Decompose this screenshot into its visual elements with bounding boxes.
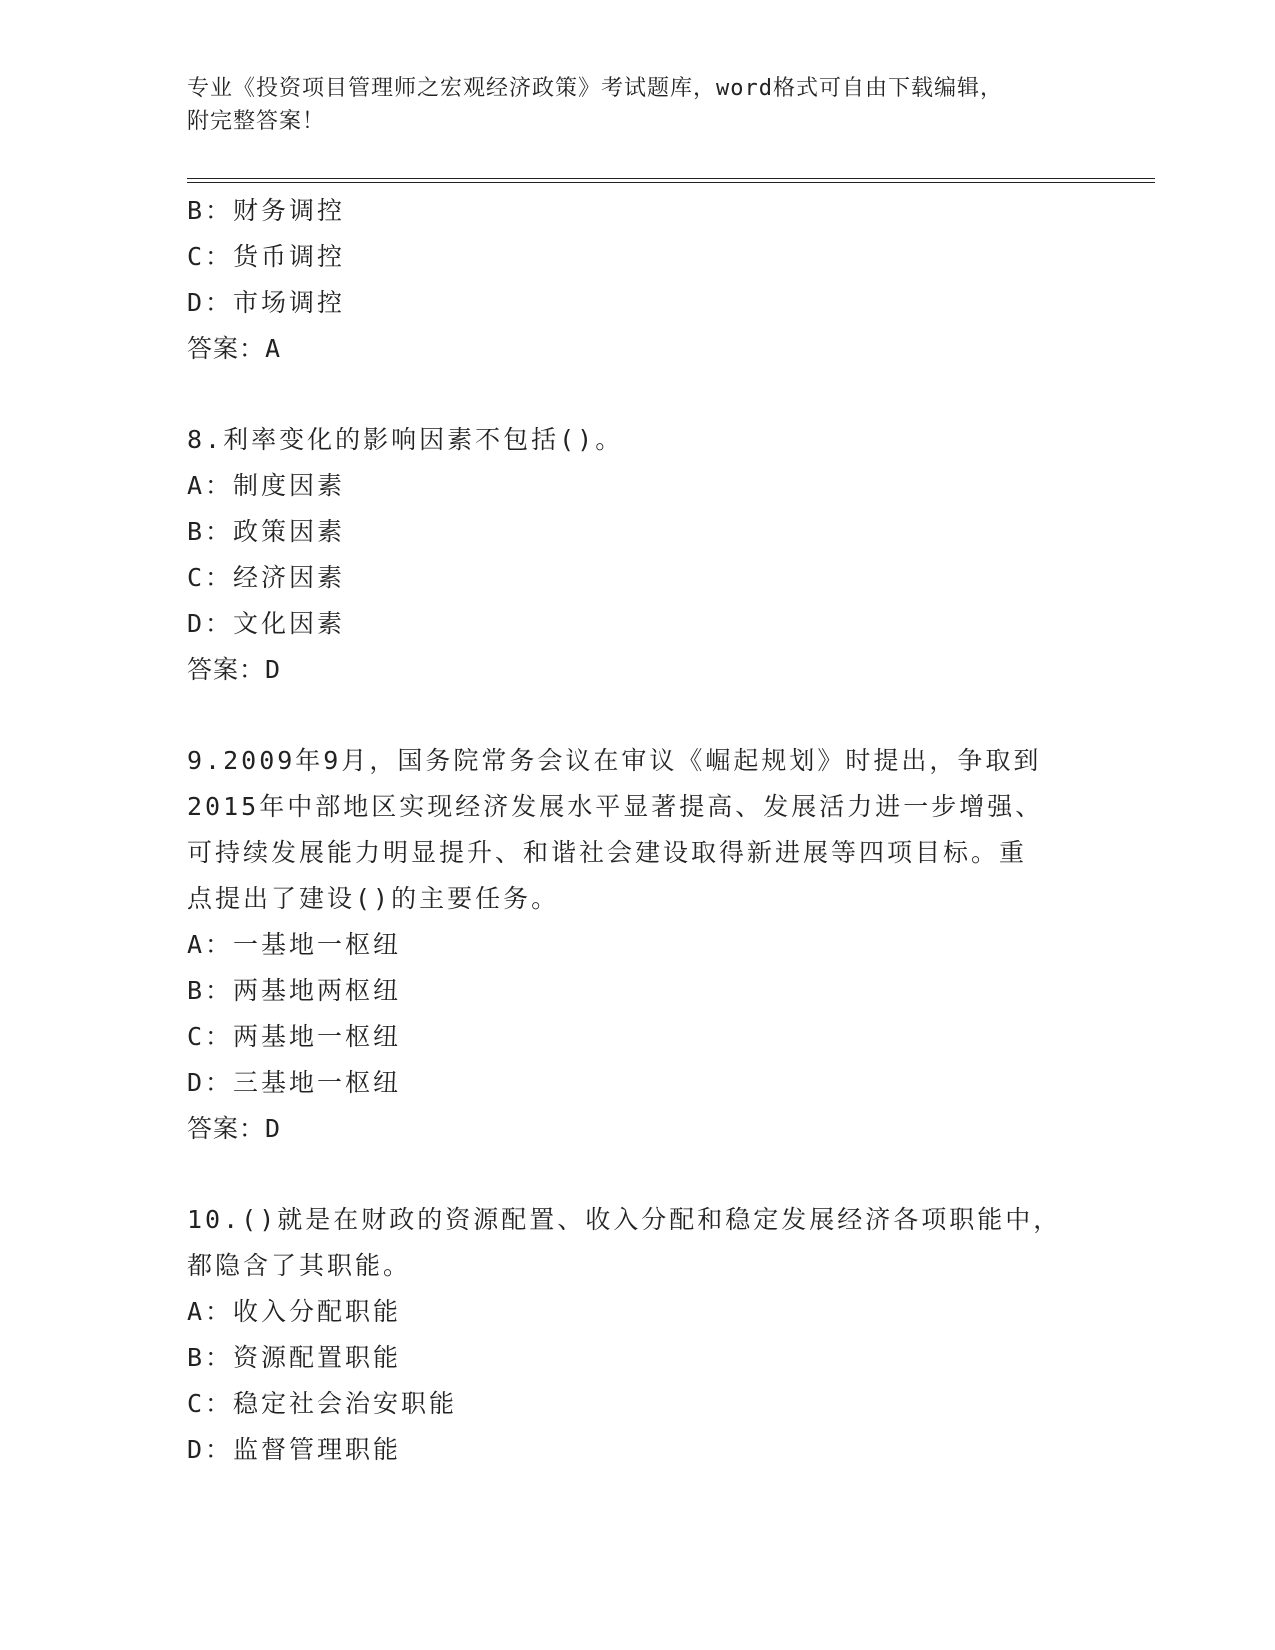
question-text-line-4: 点提出了建设()的主要任务。	[187, 884, 560, 913]
spacer	[187, 693, 1087, 738]
question-list	[187, 188, 1087, 1473]
header-divider-top	[187, 178, 1155, 179]
option-b: B：政策因素	[187, 517, 346, 546]
document-header	[187, 72, 1067, 138]
header-line-1: 专业《投资项目管理师之宏观经济政策》考试题库，word格式可自由下载编辑，	[187, 76, 1003, 101]
header-line-2: 附完整答案！	[187, 109, 326, 134]
question-text: 8.利率变化的影响因素不包括()。	[187, 425, 624, 454]
question-text-line-2: 都隐含了其职能。	[187, 1251, 412, 1280]
spacer	[187, 372, 1087, 417]
answer-line: 答案：A	[187, 334, 282, 363]
option-b: B：财务调控	[187, 196, 346, 225]
option-c: C：稳定社会治安职能	[187, 1389, 458, 1418]
option-a: A：制度因素	[187, 471, 346, 500]
spacer	[187, 1152, 1087, 1197]
option-d: D：文化因素	[187, 609, 346, 638]
header-divider-bottom	[187, 182, 1155, 183]
answer-line: 答案：D	[187, 1114, 282, 1143]
question-7-block	[187, 188, 1087, 372]
question-text-line-1: 10.()就是在财政的资源配置、收入分配和稳定发展经济各项职能中，	[187, 1205, 1062, 1234]
question-10-block	[187, 1197, 1087, 1473]
option-c: C：两基地一枢纽	[187, 1022, 402, 1051]
question-9-block	[187, 738, 1087, 1152]
question-text-line-3: 可持续发展能力明显提升、和谐社会建设取得新进展等四项目标。重	[187, 838, 1028, 867]
option-b: B：资源配置职能	[187, 1343, 402, 1372]
question-text-line-1: 9.2009年9月，国务院常务会议在审议《崛起规划》时提出，争取到	[187, 746, 1042, 775]
answer-line: 答案：D	[187, 655, 282, 684]
question-8-block	[187, 417, 1087, 693]
option-d: D：监督管理职能	[187, 1435, 402, 1464]
option-d: D：市场调控	[187, 288, 346, 317]
option-a: A：收入分配职能	[187, 1297, 402, 1326]
question-text-line-2: 2015年中部地区实现经济发展水平显著提高、发展活力进一步增强、	[187, 792, 1044, 821]
option-b: B：两基地两枢纽	[187, 976, 402, 1005]
option-c: C：货币调控	[187, 242, 346, 271]
option-c: C：经济因素	[187, 563, 346, 592]
option-a: A：一基地一枢纽	[187, 930, 402, 959]
option-d: D：三基地一枢纽	[187, 1068, 402, 1097]
